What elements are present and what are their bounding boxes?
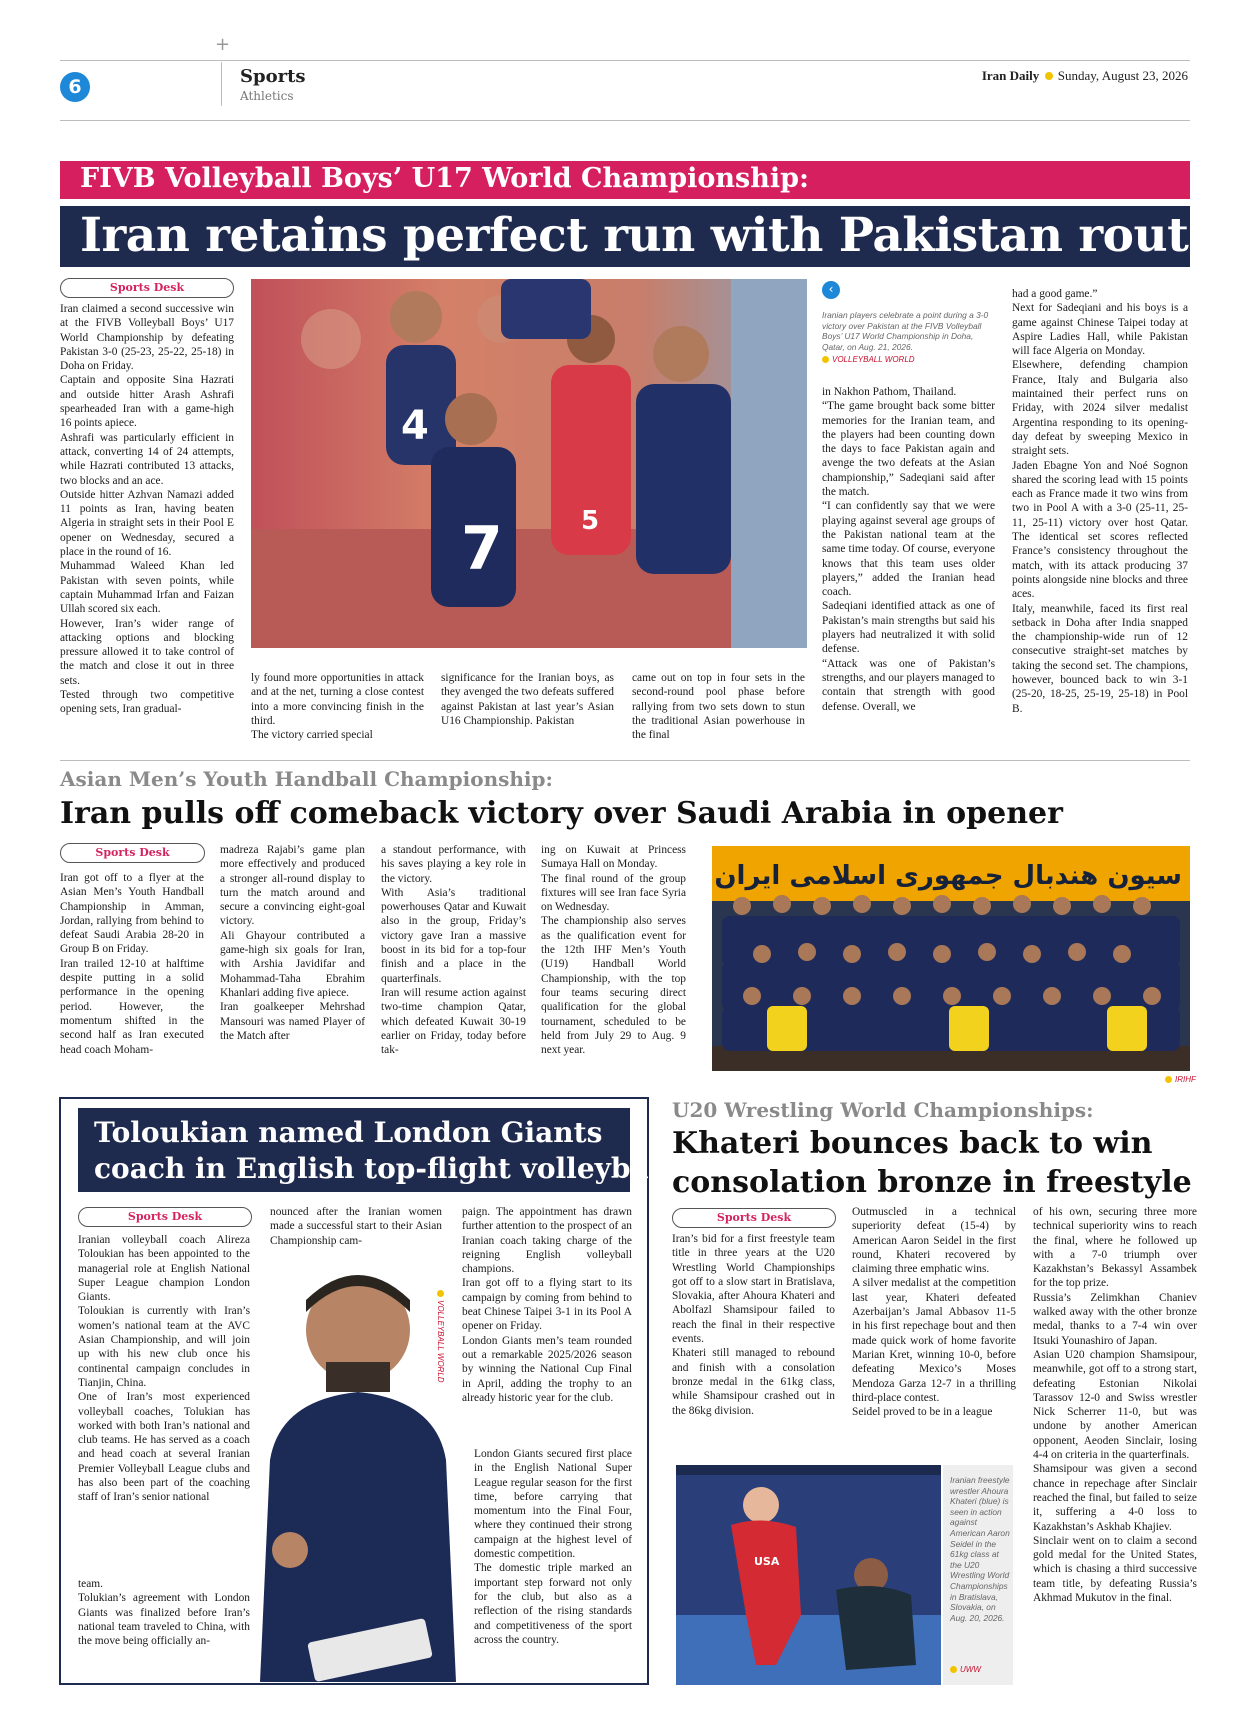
header-bottom-rule	[60, 120, 1190, 121]
wrestling-photo-caption: Iranian freestyle wrestler Ahoura Khateri (blue) is seen in action against American Aaron Seidel in the 61kg class at the U20 Wrestling World Championships in Bratislava, Slovakia, on Aug. 20, 2026.	[950, 1475, 1010, 1623]
volleyball-headline-banner	[60, 206, 1190, 267]
wrestling-headline-line2: consolation bronze in freestyle	[672, 1165, 1192, 1200]
handball-body-col1: Iran got off to a flyer at the Asian Men’s Youth Handball Championship in Amman, Jordan, rallying from behind to defeat Saudi Arabia 28-20 in Group B on Friday. Iran trailed 12-10 at halftime despite putting in a solid performance in the opening period. However, the momentum shifted in the second half as Iran executed head coach Moham-	[60, 872, 204, 1056]
handball-photo-credit: IRIHF	[1165, 1075, 1196, 1084]
london-body-col3: paign. The appointment has drawn further attention to the prospect of an Iranian coach taking charge of the reigning English volleyball champions. Iran got off to a flying start to its campaign by coming from behind to beat Chinese Taipei 3-1 in its Pool A opener on Friday. London Giants men’s team rounded out a remarkable 2025/2026 season by winning the National Cup Final in April, adding the trophy to an already historic year for the club.	[462, 1206, 632, 1404]
header-divider	[221, 62, 222, 106]
handball-banner-text: سیون هندبال جمهوری اسلامی ایران	[714, 861, 1182, 891]
header-top-rule	[60, 60, 1190, 61]
volleyball-body-col6: had a good game.” Next for Sadeqiani and his boys is a game against Chinese Taipei today at Aspire Ladies Hall, while Pakistan will face Algeria on Monday. Elsewhere, defending champion France, Italy and Bulgaria also maintained their perfect runs on Friday, with 2024 silver medalist Argentina responding to its opening-day defeat by sweeping Mexico in straight sets. Jaden Ebagne Yon and Noé Sognon shared the scoring lead with 15 points each as France made it two wins from two in Pool A with a 3-0 (25-11, 25-11, 25-11) victory over host Qatar. The identical set scores reflected France’s consistency throughout the match, with its attack producing 37 points alongside nine blocks and three aces. Italy, meanwhile, faced its first real setback in Doha after India snapped the championship-wide run of 12 consecutive straight-set matches by taking the second set. The champions, however, bounced back to win 3-1 (25-20, 18-25, 25-19, 25-18) in Pool B.	[1012, 288, 1188, 715]
london-headline-banner	[78, 1108, 670, 1192]
chevron-left-icon: ‹	[822, 281, 840, 299]
masthead-dateline	[982, 68, 1188, 84]
wrestling-body-col2: Outmuscled in a technical superiority defeat (15-4) by American Aaron Seidel in the first round, Khateri recovered by claiming three emphatic wins. A silver medalist at the competition last year, Khateri defeated Azerbaijan’s Jamal Abbasov 11-5 in his first repechage bout and then made quick work of home favorite Marian Kret, winning 10-0, before defeating Mexico’s Moses Mendoza Garza 12-7 in a thrilling third-place contest. Seidel proved to be in a league	[852, 1206, 1016, 1419]
dot-icon	[1045, 72, 1053, 80]
sports-desk-badge: Sports Desk	[78, 1207, 252, 1227]
wrestling-body-col1: Iran’s bid for a first freestyle team title in three years at the U20 Wrestling World Championships got off to a slow start in Bratislava, Slovakia, after Ahoura Khateri and Abolfazl Shamsipour failed to reach the final in their respective events. Khateri still managed to rebound and finish with a consolation bronze medal in the 61kg class, while Shamsipour crashed out in the 86kg division.	[672, 1233, 835, 1417]
volleyball-body-col2: ly found more opportunities in attack and at the net, turning a close contest into a more convincing finish in the third. The victory carried special	[251, 672, 424, 742]
sports-desk-badge: Sports Desk	[60, 843, 205, 863]
sports-desk-badge: Sports Desk	[60, 278, 234, 298]
handball-body-col2: madreza Rajabi’s game plan more effectively and produced a stronger all-round display to turn the match around and secure a convincing eight-goal victory. Ali Ghayour contributed a game-high six goals for Iran, with Arshia Javidifar and Mohammad-Taha Ebrahim Khanlari adding five apiece. Iran goalkeeper Mehrshad Mansouri was named Player of the Match after	[220, 844, 365, 1042]
handball-body-col3: a standout performance, with his saves playing a key role in the victory. With Asia’s traditional powerhouses Qatar and Kuwait also in the group, Friday’s victory gave Iran a massive boost in its bid for a top-four finish and a place in the quarterfinals. Iran will resume action against two-time champion Qatar, which defeated Kuwait 30-19 earlier on Friday, today before tak-	[381, 844, 526, 1057]
london-body-col1-end: team. Tolukian’s agreement with London Giants was finalized before Iran’s national team traveled to China, with the move being officially an-	[78, 1578, 250, 1648]
wrestling-photo-credit: UWW	[950, 1665, 981, 1674]
london-headline-line1: Toloukian named London Giants	[94, 1116, 603, 1149]
volleyball-kicker-banner	[60, 161, 1190, 199]
wrestling-kicker: U20 Wrestling World Championships:	[672, 1098, 1094, 1122]
page-number: 6	[68, 76, 82, 98]
page-number-badge	[60, 72, 90, 102]
wrestling-headline-line1: Khateri bounces back to win	[672, 1126, 1153, 1161]
volleyball-photo-credit: VOLLEYBALL WORLD	[822, 355, 915, 364]
paper-name: Iran Daily	[981, 68, 1040, 83]
london-body-col3-end: London Giants secured first place in the English National Super League regular season for the first time, before carrying that momentum into the Final Four, where they continued their strong campaign at the highest level of domestic competition. The domestic triple marked an important step forward not only for the club, but also as a reflection of the rising standards and competitiveness of the sport across the country.	[474, 1448, 632, 1646]
sports-desk-badge: Sports Desk	[672, 1208, 836, 1228]
volleyball-kicker: FIVB Volleyball Boys’ U17 World Championship:	[80, 163, 809, 194]
london-photo-credit-wrap	[433, 1290, 445, 1430]
handball-kicker: Asian Men’s Youth Handball Championship:	[60, 767, 553, 791]
svg-text:5: 5	[581, 506, 600, 536]
london-photo-credit: VOLLEYBALL WORLD	[436, 1290, 445, 1383]
handball-body-col4: ing on Kuwait at Princess Sumaya Hall on Monday. The final round of the group fixtures will see Iran face Syria on Wednesday. The championship also serves as the qualification event for the 12th IHF Men’s Youth (U19) Handball World Championship, with the top four teams securing direct qualification for the global tournament, scheduled to be held from July 29 to Aug. 9 next year.	[541, 844, 686, 1057]
section-subtitle: Athletics	[240, 89, 294, 103]
volleyball-body-col4: came out on top in four sets in the second-round pool phase before rallying from two sets down to stun the traditional Asian powerhouse in the final	[632, 672, 805, 742]
section-divider	[60, 760, 1190, 761]
volleyball-celebration-photo	[251, 279, 807, 648]
usa-singlet-label: USA	[754, 1555, 780, 1568]
handball-team-photo	[712, 846, 1190, 1071]
svg-text:7: 7	[461, 514, 503, 584]
london-body-col1: Iranian volleyball coach Alireza Toloukian has been appointed to the managerial role at English National Super League champion London Giants. Toloukian is currently with Iran’s women’s national team at the AVC Asian Championship, and will join up with his new club once his continental campaign concludes in Tianjin, China. One of Iran’s most experienced volleyball coaches, Tolukian has worked with both Iran’s national and club teams. He has served as a coach and head coach at several Iranian Premier Volleyball League clubs and has also been part of the coaching staff of Iran’s senior national	[78, 1234, 250, 1504]
volleyball-headline: Iran retains perfect run with Pakistan rout	[80, 208, 1189, 263]
wrestling-body-col3: of his own, securing three more technical superiority wins to reach the final, where he followed up with a 7-0 triumph over Kazakhstan’s Bekassyl Assambek for the top prize. Russia’s Zelimkhan Chaniev walked away with the other bronze medal, thanks to a 7-4 win over Itsuki Younashiro of Japan. Asian U20 champion Shamsipour, meanwhile, got off to a strong start, defeating Estonian Nikolai Tarassov 12-0 and Swiss wrestler Nick Scherrer 11-0, but was undone by another American opponent, Aeoden Sinclair, losing 4-4 on criteria in the quarterfinals. Shamsipour was given a second chance in repechage after Sinclair reached the final, but failed to seize it, suffering a 4-0 loss to Kazakhstan’s Askhab Khajiev. Sinclair went on to claim a second gold medal for the United States, which is chasing a third successive team title, by defeating Russia’s Akhmad Mukutov in the final.	[1033, 1206, 1197, 1605]
volleyball-body-col1: Iran claimed a second successive win at the FIVB Volleyball Boys’ U17 World Championship by defeating Pakistan 3-0 (25-23, 25-22, 25-18) in Doha on Friday. Captain and opposite Sina Hazrati and outside hitter Arash Ashrafi spearheaded Iran with a game-high 16 points apiece. Ashrafi was particularly efficient in attack, converting 14 of 24 attempts, while Hazrati contributed 13 attacks, two blocks and an ace. Outside hitter Azhvan Namazi added 11 points as Iran, having beaten Algeria in straight sets in their Pool E opener on Wednesday, secured a place in the round of 16. Muhammad Waleed Khan led Pakistan with seven points, while captain Muhammad Irfan and Faizan Ullah scored six each. However, Iran’s wider range of attacking options and blocking pressure allowed it to take control of the match and close it out in three sets. Tested through two competitive opening sets, Iran gradual-	[60, 303, 234, 716]
volleyball-body-col3: significance for the Iranian boys, as they avenged the two defeats suffered against Pakistan at last year’s Asian U16 Championship. Pakistan	[441, 672, 614, 727]
issue-date: Sunday, August 23, 2026	[1057, 68, 1188, 83]
svg-text:4: 4	[401, 403, 429, 449]
crop-mark-icon: +	[215, 34, 231, 55]
section-title: Sports	[240, 66, 306, 87]
handball-headline: Iran pulls off comeback victory over Saudi Arabia in opener	[60, 796, 1063, 831]
london-headline-line2: coach in English top-flight volleyball	[94, 1152, 670, 1185]
volleyball-body-col5: in Nakhon Pathom, Thailand. “The game brought back some bitter memories for the Iranian team, and the players had been counting down the days to face Pakistan again and avenge the two defeats at the Asian championship,” Sadeqiani said after the match. “I can confidently say that we were playing against several age groups of the Pakistan national team at the same time today. Of course, everyone knows that this team uses older players,” added the Iranian head coach. Sadeqiani identified attack as one of Pakistan’s main strengths but said his players had neutralized it with solid defense. “Attack was one of Pakistan’s strengths, and our players managed to contain that strength with good defense. Overall, we	[822, 386, 995, 713]
wrestling-action-photo	[676, 1465, 941, 1685]
wrestling-headline	[672, 1124, 1192, 1202]
london-body-col2: nounced after the Iranian women made a successful start to their Asian Championship cam-	[270, 1206, 442, 1247]
volleyball-photo-caption: Iranian players celebrate a point during a 3-0 victory over Pakistan at the FIVB Volleyball Boys’ U17 World Championship in Doha, Qatar, on Aug. 21, 2026.	[822, 310, 989, 352]
